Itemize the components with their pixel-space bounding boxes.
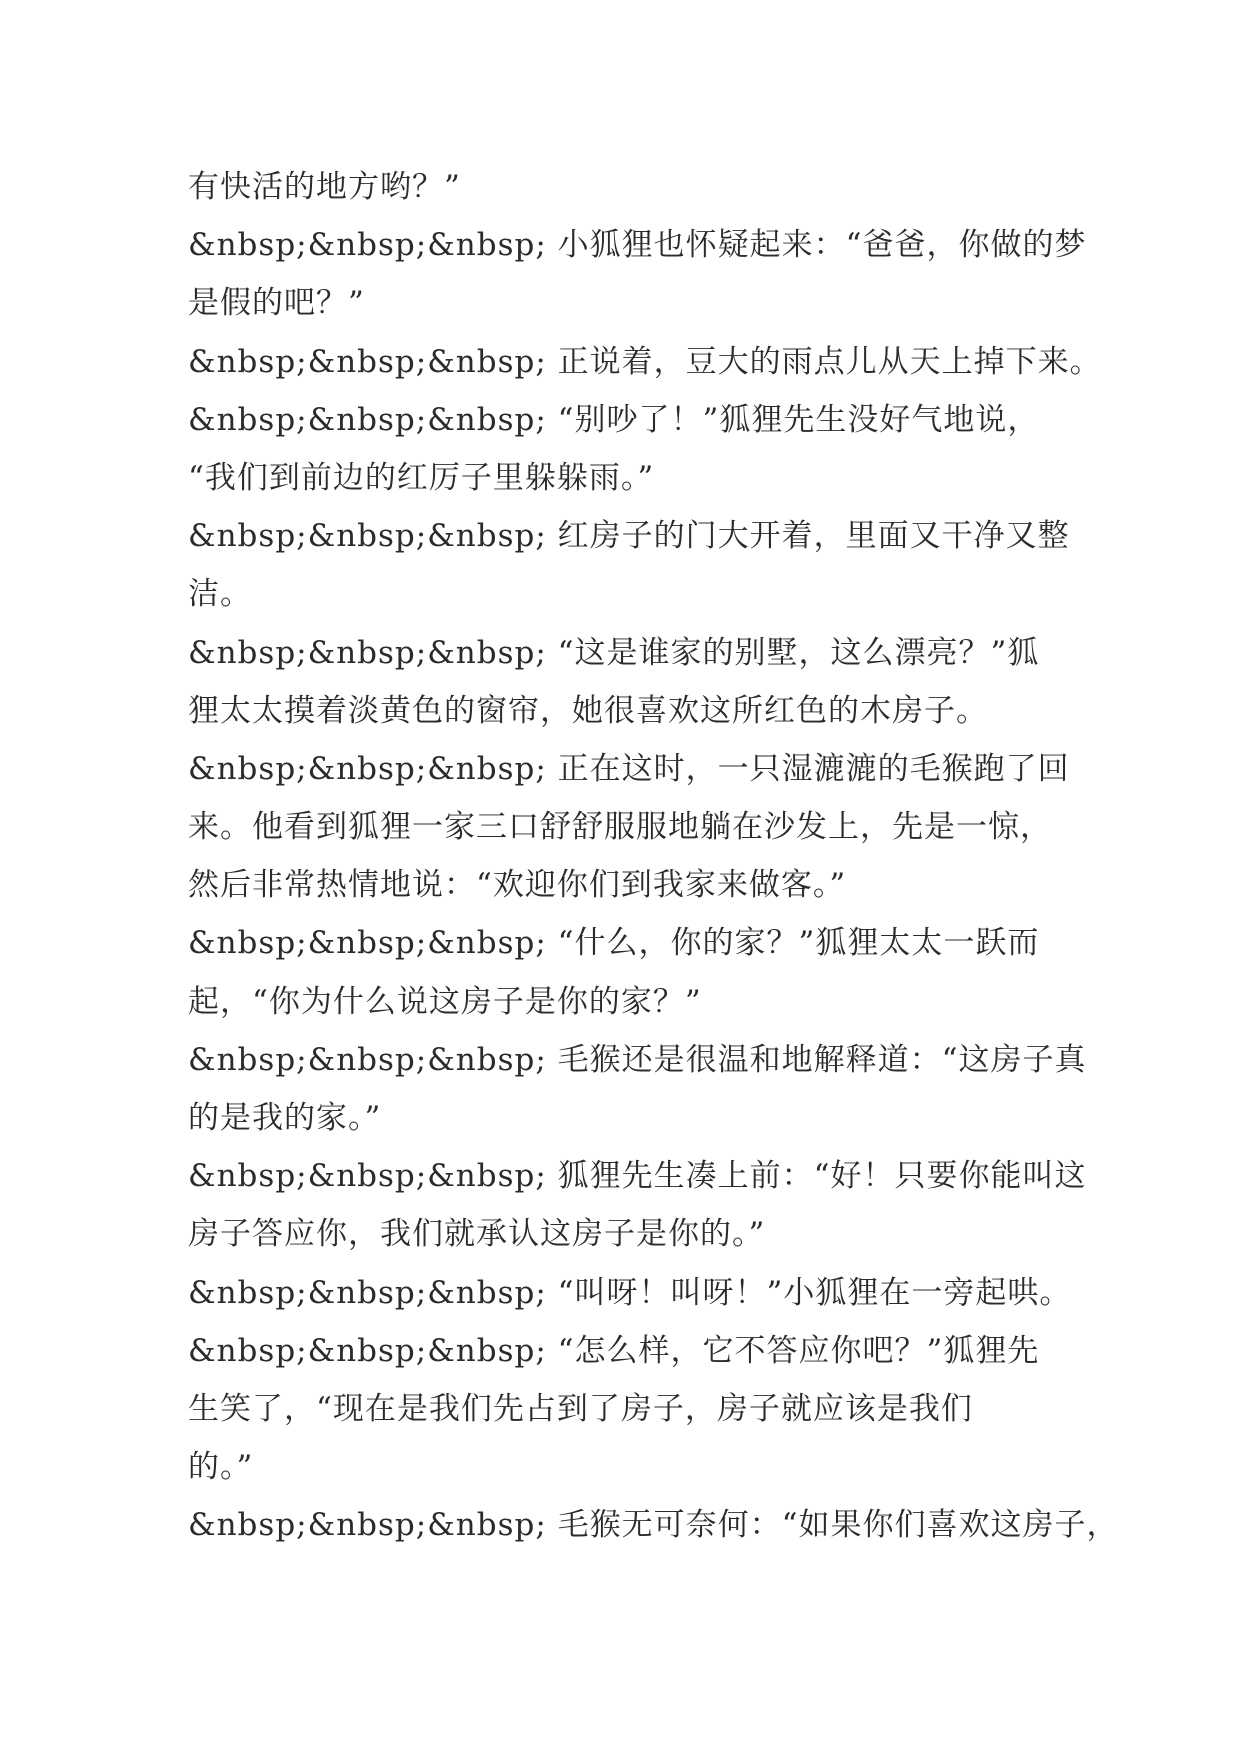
text-line: 的是我的家。”	[188, 1100, 382, 1136]
document-body	[188, 158, 1119, 1555]
text-line: &nbsp;&nbsp;&nbsp; “什么，你的家？”狐狸太太一跃而	[188, 925, 1040, 962]
text-line: &nbsp;&nbsp;&nbsp; 狐狸先生凑上前：“好！只要你能叫这	[188, 1158, 1087, 1195]
text-line: &nbsp;&nbsp;&nbsp; “这是谁家的别墅，这么漂亮？”狐	[188, 634, 1040, 671]
text-line: 房子答应你，我们就承认这房子是你的。”	[188, 1216, 766, 1253]
text-line: &nbsp;&nbsp;&nbsp; “叫呀！叫呀！”小狐狸在一旁起哄。	[188, 1274, 1072, 1311]
text-line: 起，“你为什么说这房子是你的家？”	[188, 983, 702, 1020]
text-line: &nbsp;&nbsp;&nbsp; “怎么样，它不答应你吧？”狐狸先	[188, 1332, 1040, 1369]
text-line: &nbsp;&nbsp;&nbsp; 红房子的门大开着，里面又干净又整	[188, 518, 1070, 555]
text-line: &nbsp;&nbsp;&nbsp; “别吵了！”狐狸先生没好气地说，	[188, 401, 1040, 438]
text-line: 狸太太摸着淡黄色的窗帘，她很喜欢这所红色的木房子。	[188, 692, 988, 729]
text-line: 的。”	[188, 1449, 254, 1486]
text-line: 是假的吧？”	[188, 285, 365, 322]
text-line: &nbsp;&nbsp;&nbsp; 小狐狸也怀疑起来：“爸爸，你做的梦	[188, 227, 1087, 264]
text-line: 洁。	[188, 576, 252, 613]
text-line: 然后非常热情地说：“欢迎你们到我家来做客。”	[188, 867, 847, 904]
text-line: “我们到前边的红厉子里躲躲雨。”	[188, 459, 655, 496]
text-line: &nbsp;&nbsp;&nbsp; 正说着，豆大的雨点儿从天上掉下来。	[188, 343, 1102, 380]
text-line: &nbsp;&nbsp;&nbsp; 正在这时，一只湿漉漉的毛猴跑了回	[188, 750, 1070, 787]
text-line: 生笑了，“现在是我们先占到了房子，房子就应该是我们	[188, 1390, 973, 1427]
text-line: 有快活的地方哟？”	[188, 169, 461, 205]
text-line: &nbsp;&nbsp;&nbsp; 毛猴还是很温和地解释道：“这房子真	[188, 1041, 1087, 1078]
text-line: &nbsp;&nbsp;&nbsp; 毛猴无可奈何：“如果你们喜欢这房子，	[188, 1507, 1119, 1544]
text-line: 来。他看到狐狸一家三口舒舒服服地躺在沙发上，先是一惊，	[188, 809, 1052, 846]
